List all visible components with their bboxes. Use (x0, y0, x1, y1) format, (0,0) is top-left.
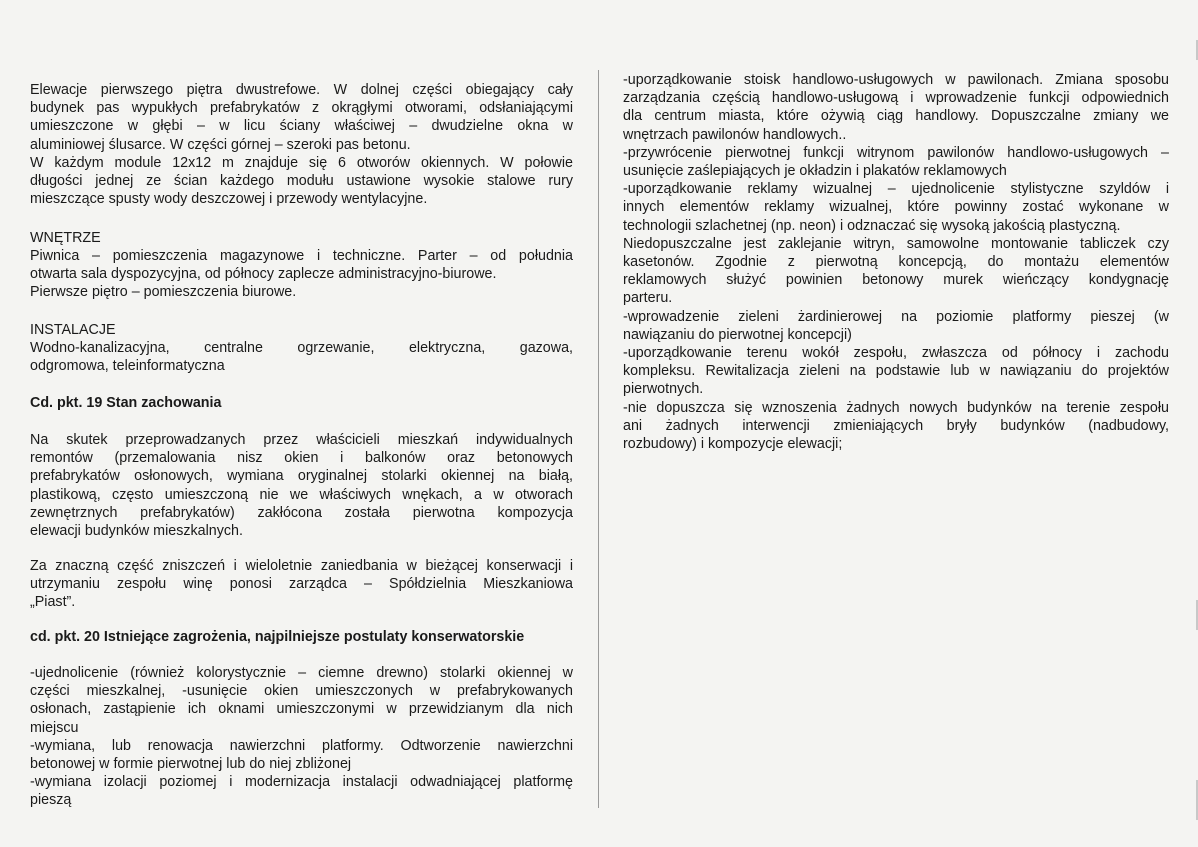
instalacje-paragraph (30, 339, 573, 375)
text-line: betonowej w formie pierwotnej lub do niej zbliżonej (30, 756, 352, 773)
text-line: zarządzania częścią handlowo-usługową i wprowadzenie funkcji odpowiednich (623, 90, 1169, 107)
text-line: -uporządkowanie terenu wokół zespołu, zwłaszcza od północy i zachodu (623, 345, 1169, 362)
text-line: mieszczące spusty wody deszczowej i przewody wentylacyjne. (30, 191, 428, 208)
text-line: części mieszkalnej, -usunięcie okien umieszczonych w prefabrykowanych (30, 683, 573, 700)
text-line: Piwnica – pomieszczenia magazynowe i techniczne. Parter – od południa (30, 248, 573, 264)
text-line: -przywrócenie pierwotnej funkcji witrynom pawilonów handlowo-usługowych – (623, 144, 1169, 161)
text-line: elewacji budynków mieszkalnych. (30, 523, 243, 540)
wnetrze-paragraph (30, 247, 573, 302)
text-line: rozbudowy) i kompozycje elewacji; (623, 436, 843, 453)
text-line: -ujednolicenie (również kolorystycznie – ciemne drewno) stolarki okiennej w (30, 665, 573, 681)
wnetrze-heading (30, 229, 573, 247)
text-line: zewnętrznych prefabrykatów) zakłócona została pierwotna kompozycja (30, 504, 573, 521)
text-line: dla centrum miasta, które ożywią ciąg handlowy. Dopuszczalne zmiany we (623, 108, 1169, 125)
pkt19-title: Cd. pkt. 19 Stan zachowania (30, 395, 222, 411)
text-line: pieszą (30, 792, 72, 809)
text-line: ani żadnych interwencji zmieniających bryły budynków (nadbudowy, (623, 417, 1169, 434)
text-line: otwarta sala dyspozycyjna, od północy zaplecze administracyjno-biurowe. (30, 266, 497, 283)
text-line: kasetonów. Zgodnie z pierwotną koncepcją, do montażu elementów (623, 254, 1169, 271)
text-line: reklamowych służyć powinien betonowy murek wieńczący kondygnację (623, 272, 1169, 289)
text-line: -uporządkowanie stoisk handlowo-usługowych w pawilonach. Zmiana sposobu (623, 72, 1169, 88)
text-line: remontów (przemalowania nisz okien i balkonów oraz betonowych (30, 450, 573, 467)
text-line: Pierwsze piętro – pomieszczenia biurowe. (30, 284, 297, 301)
text-line: wnętrzach pawilonów handlowych.. (623, 126, 847, 143)
text-line: Za znaczną część zniszczeń i wieloletnie zaniedbania w bieżącej konserwacji i (30, 558, 573, 574)
text-line: Na skutek przeprowadzanych przez właścicieli mieszkań indywidualnych (30, 432, 573, 448)
text-line: Wodno-kanalizacyjna, centralne ogrzewanie, elektryczna, gazowa, (30, 340, 573, 356)
text-line: utrzymaniu zespołu winę ponosi zarządca – Spółdzielnia Mieszkaniowa (30, 576, 573, 593)
text-line: -wymiana izolacji poziomej i modernizacja instalacji odwadniającej platformę (30, 774, 573, 791)
text-line: aluminiowej ślusarce. W części górnej – szeroki pas betonu. (30, 136, 411, 153)
text-line: kompleksu. Rewitalizacja zieleni na podstawie lub w nawiązaniu do projektów (623, 363, 1169, 380)
text-line: umieszczone w głębi – w licu ściany właściwej – dwudzielne okna w (30, 118, 573, 135)
text-line: plastikową, często umieszczoną nie we właściwych wnękach, a w otworach (30, 486, 573, 503)
pkt19-paragraph-2 (30, 557, 573, 612)
text-line: prefabrykatów osłonowych, wymiana oryginalnej stolarki okiennej na białą, (30, 468, 573, 485)
text-line: -nie dopuszcza się wznoszenia żadnych nowych budynków na terenie zespołu (623, 399, 1169, 416)
text-line: długości jednej ze ścian każdego modułu ustawione wysokie stalowe rury (30, 173, 573, 190)
text-line: parteru. (623, 290, 673, 307)
pkt20-heading (30, 628, 573, 646)
text-line: nawiązaniu do pierwotnej koncepcji) (623, 326, 852, 343)
instalacje-heading (30, 321, 573, 339)
pkt20-title: cd. pkt. 20 Istniejące zagrożenia, najpilniejsze postulaty konserwatorskie (30, 629, 525, 645)
pkt19-paragraph-1 (30, 431, 573, 540)
text-line: odgromowa, teleinformatyczna (30, 358, 225, 375)
text-line: -wymiana, lub renowacja nawierzchni platformy. Odtworzenie nawierzchni (30, 737, 573, 754)
elewacje-paragraph (30, 81, 573, 208)
column-divider (598, 70, 599, 808)
instalacje-title: INSTALACJE (30, 322, 116, 338)
pkt20-list (30, 664, 573, 810)
text-line: -uporządkowanie reklamy wizualnej – ujednolicenie stylistyczne szyldów i (623, 181, 1169, 198)
text-line: Elewacje pierwszego piętra dwustrefowe. W dolnej części obiegający cały (30, 82, 573, 98)
pkt19-heading (30, 394, 573, 412)
text-line: innych elementów reklamy wizualnej, które powinny zostać wykonane w (623, 199, 1169, 216)
text-line: W każdym module 12x12 m znajduje się 6 otworów okiennych. W połowie (30, 154, 573, 171)
text-line: -wprowadzenie zieleni żardinierowej na poziomie platformy pieszej (w (623, 308, 1169, 325)
text-line: osłonach, zastąpienie ich oknami umieszczonymi w przewidzianym dla nich (30, 701, 573, 718)
text-line: technologii szlachetnej (np. neon) i odznaczać się wysoką jakością plastyczną. (623, 217, 1121, 234)
right-column (623, 71, 1169, 453)
text-line: pierwotnych. (623, 381, 704, 398)
text-line: miejscu (30, 719, 79, 736)
text-line: budynek pas wypukłych prefabrykatów z okrągłymi otworami, odsłaniającymi (30, 100, 573, 117)
text-line: „Piast”. (30, 594, 76, 611)
wnetrze-title: WNĘTRZE (30, 230, 101, 246)
text-line: Niedopuszczalne jest zaklejanie witryn, samowolne montowanie tabliczek czy (623, 235, 1169, 252)
text-line: usunięcie zaślepiających je okładzin i plakatów reklamowych (623, 163, 1007, 180)
